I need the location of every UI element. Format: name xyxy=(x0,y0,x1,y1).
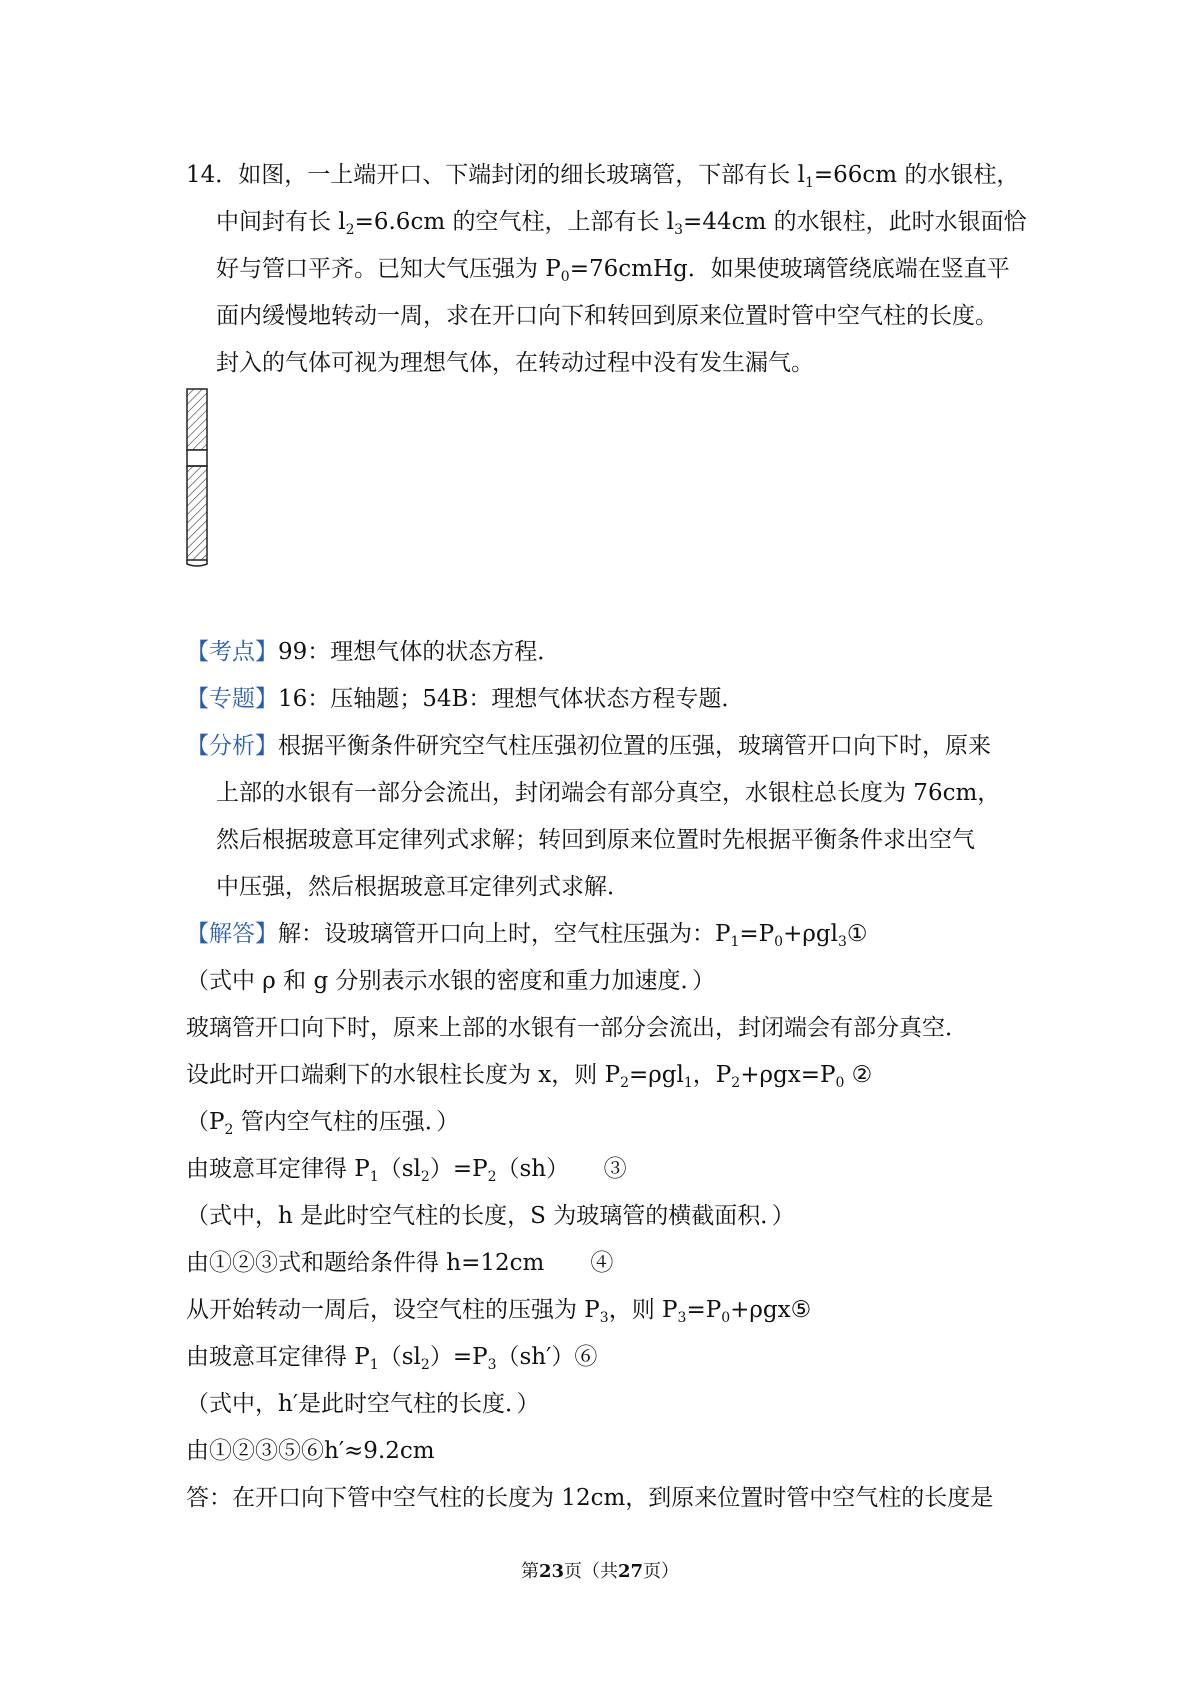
subscript: 2 xyxy=(420,1169,430,1185)
zhuanti-line xyxy=(186,684,744,714)
subscript: 2 xyxy=(731,1075,741,1091)
jieda-text xyxy=(278,921,868,950)
text-run: 玻璃管开口向下时，原来上部的水银有一部分会流出，封闭端会有部分真空． xyxy=(186,1015,968,1041)
footer-suffix: 页） xyxy=(643,1561,680,1582)
text-run: 封入的气体可视为理想气体，在转动过程中没有发生漏气。 xyxy=(216,350,814,376)
text-run: （sh） ③ xyxy=(496,1156,627,1182)
problem-line-2 xyxy=(216,207,1027,237)
solution-line-11 xyxy=(186,1389,540,1419)
subscript: 0 xyxy=(835,1075,845,1091)
footer-prefix: 第 xyxy=(520,1561,539,1582)
text-run: 面内缓慢地转动一周，求在开口向下和转回到原来位置时管中空气柱的长度。 xyxy=(216,303,998,329)
solution-line-6 xyxy=(186,1154,627,1184)
text-run: （P xyxy=(186,1109,225,1135)
text-run: =P xyxy=(739,921,775,947)
text-run: （sh′）⑥ xyxy=(496,1344,598,1370)
fenxi-line-4: 中压强，然后根据玻意耳定律列式求解． xyxy=(216,874,630,900)
page-footer xyxy=(0,1560,1200,1584)
kaodian-tag: 【考点】 xyxy=(186,639,278,665)
text-run: 由玻意耳定律得 P xyxy=(186,1156,370,1182)
text-run: 解：设玻璃管开口向上时，空气柱压强为：P xyxy=(278,921,731,947)
fenxi-tag: 【分析】 xyxy=(186,733,278,759)
subscript: 1 xyxy=(369,1169,379,1185)
solution-line-13 xyxy=(186,1483,993,1513)
kaodian-text: 99：理想气体的状态方程． xyxy=(278,639,561,665)
tube-sealed-bottom xyxy=(187,560,207,566)
air-column xyxy=(187,450,207,466)
text-run: ，P xyxy=(692,1062,732,1088)
zhuanti-tag: 【专题】 xyxy=(186,686,278,712)
text-run: 中间封有长 l xyxy=(216,209,346,235)
text-run: +ρgl xyxy=(783,921,838,947)
text-run: =66cm 的水银柱， xyxy=(813,162,1020,188)
subscript: 3 xyxy=(837,934,847,950)
solution-line-4 xyxy=(186,1060,872,1090)
subscript: 0 xyxy=(721,1310,731,1326)
subscript: 2 xyxy=(487,1169,497,1185)
text-run: （式中，h 是此时空气柱的长度，S 为玻璃管的横截面积．） xyxy=(186,1203,795,1229)
subscript: 1 xyxy=(369,1357,379,1373)
text-run: ① xyxy=(846,921,868,947)
subscript: 2 xyxy=(224,1122,234,1138)
solution-line-5 xyxy=(186,1107,459,1137)
solution-line-7 xyxy=(186,1201,795,1231)
kaodian-line xyxy=(186,637,560,667)
subscript: 3 xyxy=(674,222,684,238)
fenxi-line-3: 然后根据玻意耳定律列式求解；转回到原来位置时先根据平衡条件求出空气 xyxy=(216,827,975,853)
zhuanti-text: 16：压轴题；54B：理想气体状态方程专题． xyxy=(278,686,745,712)
subscript: 3 xyxy=(677,1310,687,1326)
page-number: 23 xyxy=(538,1561,564,1582)
text-run: 设此时开口端剩下的水银柱长度为 x，则 P xyxy=(186,1062,621,1088)
fenxi-line-1 xyxy=(186,731,991,761)
text-run: =P xyxy=(686,1297,722,1323)
subscript: 2 xyxy=(620,1075,629,1091)
text-run: =6.6cm 的空气柱，上部有长 l xyxy=(354,209,675,235)
problem-line-1 xyxy=(186,160,1019,190)
solution-line-8 xyxy=(186,1248,613,1278)
text-run: +ρgx=P xyxy=(740,1062,836,1088)
text-run: （式中，h′是此时空气柱的长度．） xyxy=(186,1391,540,1417)
subscript: 1 xyxy=(730,934,740,950)
subscript: 1 xyxy=(683,1075,693,1091)
text-run: 由①②③式和题给条件得 h=12cm ④ xyxy=(186,1250,614,1276)
footer-middle: 页（共 xyxy=(564,1561,618,1582)
problem-line-3 xyxy=(216,254,1010,284)
subscript: 3 xyxy=(599,1310,609,1326)
text-run: ② xyxy=(844,1062,873,1088)
fenxi-text: 根据平衡条件研究空气柱压强初位置的压强，玻璃管开口向下时，原来 xyxy=(278,733,991,759)
subscript: 2 xyxy=(345,222,355,238)
subscript: 3 xyxy=(487,1357,497,1373)
text-run: （sl xyxy=(378,1156,421,1182)
text-run: 管内空气柱的压强．） xyxy=(233,1109,460,1135)
solution-line-12 xyxy=(186,1436,435,1466)
mercury-column-lower xyxy=(187,466,207,560)
mercury-column-upper xyxy=(187,389,207,450)
text-run: 由①②③⑤⑥h′≈9.2cm xyxy=(186,1438,435,1464)
total-pages: 27 xyxy=(618,1561,644,1582)
solution-line-3 xyxy=(186,1013,968,1043)
text-run: （式中 ρ 和 g 分别表示水银的密度和重力加速度．） xyxy=(186,968,715,994)
problem-line-5 xyxy=(216,348,814,378)
text-run: ）=P xyxy=(429,1344,488,1370)
glass-tube-figure xyxy=(186,388,208,568)
jieda-tag: 【解答】 xyxy=(186,921,278,947)
text-run: （sl xyxy=(378,1344,421,1370)
text-run: +ρgx⑤ xyxy=(730,1297,812,1323)
text-run: ）=P xyxy=(429,1156,488,1182)
text-run: =44cm 的水银柱，此时水银面恰 xyxy=(683,209,1027,235)
text-run: 从开始转动一周后，设空气柱的压强为 P xyxy=(186,1297,600,1323)
text-run: =ρgl xyxy=(629,1062,684,1088)
solution-line-10 xyxy=(186,1342,597,1372)
text-run: 如图，一上端开口、下端封闭的细长玻璃管，下部有长 l xyxy=(238,162,805,188)
text-run: 由玻意耳定律得 P xyxy=(186,1344,370,1370)
fenxi-line-2: 上部的水银有一部分会流出，封闭端会有部分真空，水银柱总长度为 76cm， xyxy=(216,780,1001,806)
subscript: 1 xyxy=(804,175,814,191)
text-run: ，则 P xyxy=(608,1297,678,1323)
subscript: 0 xyxy=(560,269,570,285)
text-run: =76cmHg．如果使玻璃管绕底端在竖直平 xyxy=(569,256,1010,282)
solution-line-9 xyxy=(186,1295,811,1325)
problem-line-4 xyxy=(216,301,998,331)
solution-line-2 xyxy=(186,966,715,996)
text-run: 好与管口平齐。已知大气压强为 P xyxy=(216,256,561,282)
problem-number: 14． xyxy=(186,162,239,188)
text-run: 答：在开口向下管中空气柱的长度为 12cm，到原来位置时管中空气柱的长度是 xyxy=(186,1485,994,1511)
subscript: 0 xyxy=(774,934,784,950)
subscript: 2 xyxy=(420,1357,430,1373)
jieda-line-1 xyxy=(186,919,868,949)
